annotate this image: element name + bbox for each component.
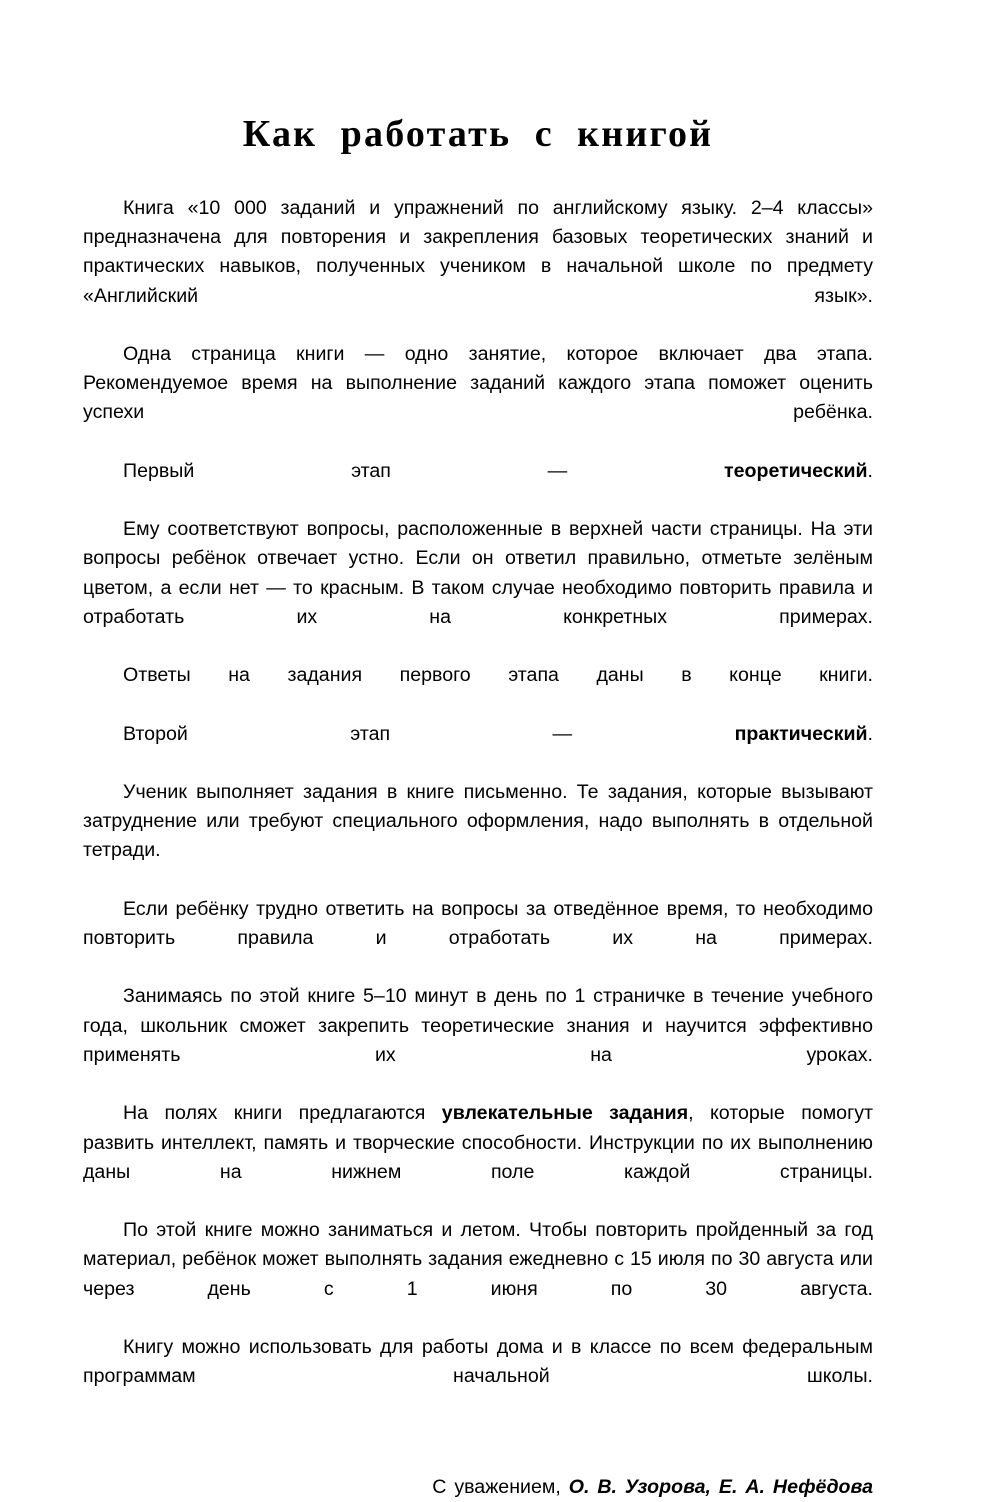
body-text-block <box>83 194 873 1421</box>
text-run: Если ребёнку трудно ответить на вопросы за отведённое время, то необходимо повторить правила и отработать их на примерах. <box>83 897 873 950</box>
text-run: Одна страница книги — одно занятие, которое включает два этапа. Рекомендуемое время на выполнение заданий каждого этапа поможет оценить успехи ребёнка. <box>83 343 873 424</box>
text-run: Второй этап — <box>123 722 735 745</box>
text-run: Книгу можно использовать для работы дома и в классе по всем федеральным программам начальной школы. <box>83 1335 873 1388</box>
paragraph-intro <box>83 194 873 340</box>
text-run: На полях книги предлагаются <box>123 1102 442 1125</box>
signature-line <box>83 1473 873 1502</box>
text-run: Ученик выполняет задания в книге письменно. Те задания, которые вызывают затруднение или требуют специального оформления, надо выполнять в отдельной тетради. <box>83 781 873 862</box>
page-title: Как работать с книгой <box>242 113 714 155</box>
text-run: Первый этап — <box>123 459 725 482</box>
text-run: , которые помогут развить интеллект, память и творческие способности. Инструкции по их выполнению даны на нижнем поле каждой страницы. <box>83 1102 873 1183</box>
paragraph-margin-tasks <box>83 1099 873 1216</box>
text-run: Занимаясь по этой книге 5–10 минут в день по 1 страничке в течение учебного года, школьник сможет закрепить теоретические знания и научится эффективно применять их на уроках. <box>83 985 873 1066</box>
text-run: . <box>867 459 873 482</box>
page-content <box>83 0 873 1502</box>
paragraph-answers-note <box>83 661 873 719</box>
text-run: Книга «10 000 заданий и упражнений по английскому языку. 2–4 классы» предназначена для повторения и закрепления базовых теоретических знаний и практических навыков, полученных учеником в начальной школе по предмету «Английский язык». <box>83 197 873 307</box>
paragraph-stage-one-label <box>83 457 873 515</box>
text-run: Ему соответствуют вопросы, расположенные в верхней части страницы. На эти вопросы ребёнок отвечает устно. Если он ответил правильно, отметьте зелёным цветом, а если нет — то красным. В таком случае необходимо повторить правила и отработать их на конкретных примерах. <box>83 518 873 628</box>
paragraph-difficulty-note <box>83 895 873 983</box>
paragraph-daily-schedule <box>83 982 873 1099</box>
paragraph-stage-one-detail <box>83 515 873 661</box>
paragraph-programs-note <box>83 1333 873 1421</box>
emphasis-engaging-tasks: увлекательные задания <box>441 1102 689 1125</box>
text-run: . <box>867 722 873 745</box>
paragraph-stage-two-label <box>83 720 873 778</box>
emphasis-practical: практический <box>734 722 868 745</box>
text-run: Ответы на задания первого этапа даны в конце книги. <box>123 664 873 687</box>
paragraph-stage-two-detail <box>83 778 873 895</box>
paragraph-one-page-one-lesson <box>83 340 873 457</box>
signature-authors: О. В. Узорова, Е. А. Нефёдова <box>568 1475 873 1498</box>
signature-closing: С уважением, <box>432 1475 569 1498</box>
text-run: По этой книге можно заниматься и летом. Чтобы повторить пройденный за год материал, ребёнок может выполнять задания ежедневно с 15 июля по 30 августа или через день с 1 июня по 30 августа. <box>83 1219 873 1300</box>
paragraph-summer-use <box>83 1216 873 1333</box>
emphasis-theoretical: теоретический <box>724 459 868 482</box>
